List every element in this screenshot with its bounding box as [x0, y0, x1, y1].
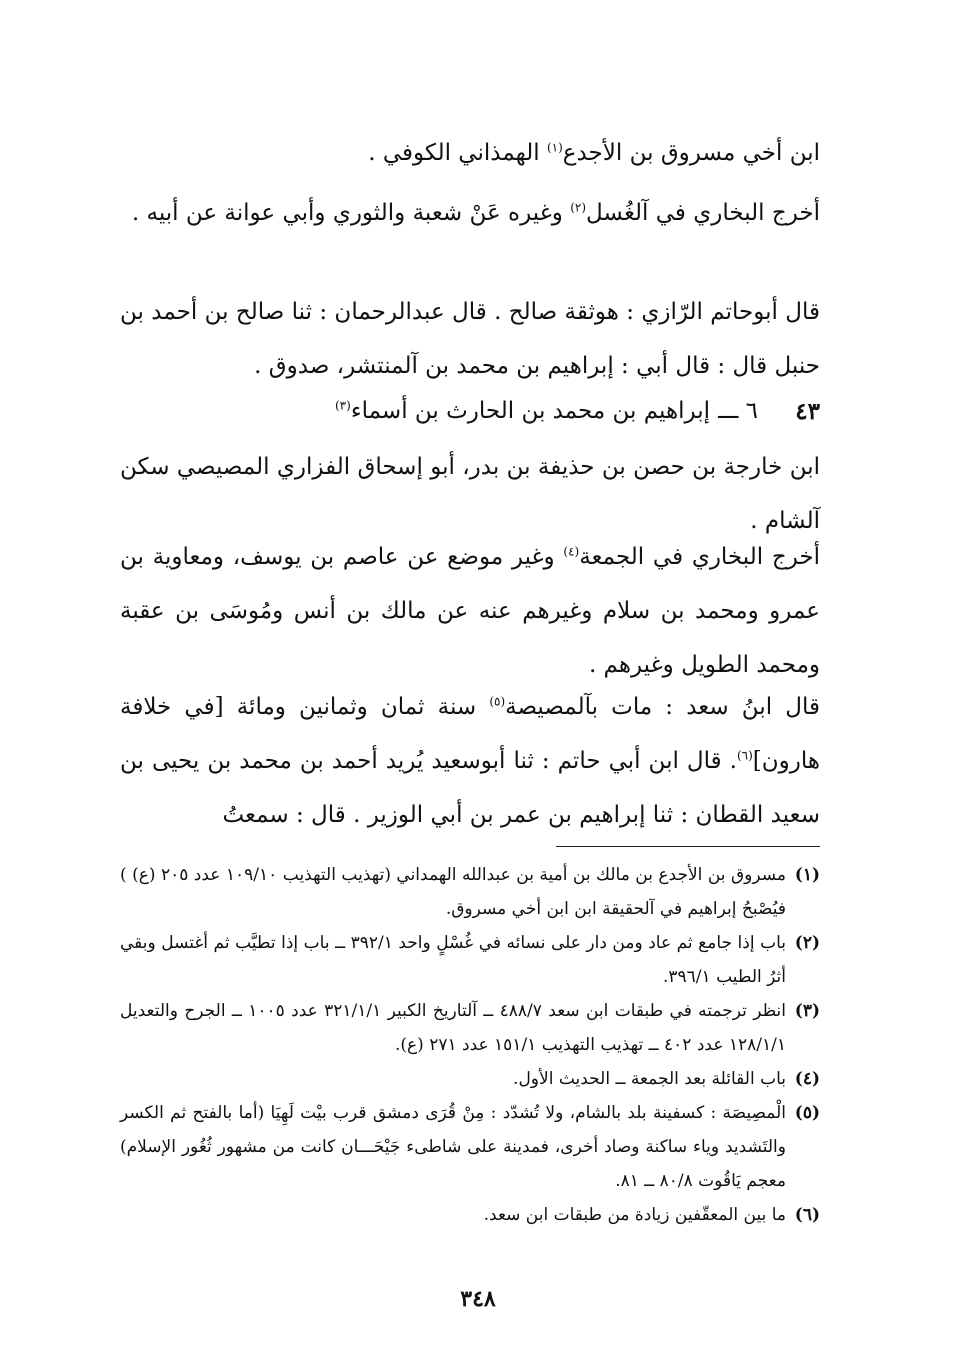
footnote-marker: (٢): [570, 200, 587, 215]
paragraph-text: أخرج البخاري في آلغُسل: [586, 200, 820, 226]
paragraph-nasab: ابن خارجة بن حصن بن حذيفة بن بدر، أبو إسحاق الفزاري المصيصي سكن آلشام .: [120, 454, 820, 534]
footnote-marker: (١): [546, 140, 563, 155]
page-number: ٣٤٨: [460, 1286, 496, 1312]
footnote-number: (٣): [794, 1001, 820, 1021]
footnote-marker: (٤): [563, 544, 580, 559]
footnote-item: [120, 1096, 820, 1198]
footnote-item: [120, 858, 820, 926]
entry-title: [335, 398, 710, 424]
entry-heading: [120, 386, 820, 440]
footnote-item: [120, 926, 820, 994]
footnote-number: (٢): [794, 933, 820, 953]
paragraph-text: وغير موضع عن عاصم بن يوسف، ومعاوية بن عمرو ومحمد بن سلام وغيرهم عنه عن مالك بن أنس ومُوسَى بن عقبة ومحمد الطويل وغيرهم .: [120, 544, 820, 678]
footnote-number: (٦): [794, 1205, 820, 1225]
footnote-text: مسروق بن الأجدع بن مالك بن أمية بن عبدالله الهمداني (تهذيب التهذيب ١٠٩/١٠ عدد ٢٠٥ (ع) ) فيُصْبحُ إبراهيم في آلحقيقة ابن ابن أخي مسروق.: [120, 865, 787, 919]
paragraph-lineage: [120, 126, 820, 180]
footnote-item: [120, 1198, 820, 1232]
footnote-divider: [556, 846, 820, 847]
paragraph-text: سنة ثمان وثمانين ومائة [في خلافة هارون]: [120, 694, 820, 774]
paragraph-text: . قال ابن أبي حاتم : ثنا أبوسعيد يُريد أحمد بن محمد بن يحيى بن سعيد القطان : ثنا إبراهيم بن عمر بن أبي الوزير . قال : سمعتُ: [120, 748, 820, 828]
paragraph-text: الهمذاني الكوفي .: [368, 140, 547, 166]
footnote-number: (١): [794, 865, 820, 885]
paragraph-text: أخرج البخاري في الجمعة: [579, 544, 820, 570]
entry-sub-number: ٦ ـــ: [718, 398, 758, 424]
footnote-item: [120, 994, 820, 1062]
paragraph-ibn-saad: [120, 680, 820, 842]
footnote-marker: (٣): [334, 398, 351, 413]
footnote-text: باب إذا جامع ثم عاد ومن دار على نسائه في غُسْلٍ واحد ٣٩٢/١ ــ باب إذا تطيَّب ثم أغتسل وبقي أثرُ الطيب ٣٩٦/١.: [120, 933, 786, 987]
entry-title-text: إبراهيم بن محمد بن الحارث بن أسماء: [350, 398, 710, 424]
paragraph-bukhari-2: [120, 530, 820, 692]
footnote-number: (٤): [794, 1069, 820, 1089]
footnote-marker: (٦): [736, 748, 753, 763]
paragraph-text: وغيره عَنْ شعبة والثوري وأبي عوانة عن أبيه .: [131, 200, 571, 226]
footnote-text: ما بين المعقّفين زيادة من طبقات ابن سعد.: [483, 1205, 786, 1225]
paragraph-abu-hatim: قال أبوحاتم الرّازي : هوثقة صالح . قال عبدالرحمان : ثنا صالح بن أحمد بن حنبل قال : قال أبي : إبراهيم بن محمد بن آلمنتشر، صدوق .: [120, 299, 820, 379]
footnote-marker: (٥): [489, 694, 506, 709]
footnote-text: باب القائلة بعد الجمعة ــ الحديث الأول.: [513, 1069, 786, 1089]
paragraph-text: قال ابنُ سعد : مات بآلمصيصة: [505, 694, 820, 720]
footnote-number: (٥): [794, 1103, 820, 1123]
entry-number: ٤٣: [795, 398, 820, 425]
footnote-text: انظر ترجمته في طبقات ابن سعد ٤٨٨/٧ ــ آلتاريخ الكبير ٣٢١/١/١ عدد ١٠٠٥ ــ الجرح والتعديل ١٢٨/١/١ عدد ٤٠٢ ــ تهذيب التهذيب ١٥١/١ عدد ٢٧١ (ع).: [120, 1001, 787, 1055]
paragraph-bukhari-1: [120, 186, 820, 240]
footnotes: [120, 858, 820, 1232]
footnote-item: [120, 1062, 820, 1096]
paragraph-text: ابن أخي مسروق بن الأجدع: [562, 140, 820, 166]
footnote-text: الْمصِيصَة : كسفينة بلد بالشام، ولا تُشدّد : مِنْ قُرَى دمشق قرب بيْت لَهِيَا (أما بالفتح ثم الكسر والتَشديد وياء ساكنة وصاد أخرى، فمدينة على شاطىء جَيْحَـــان كانت من مشهور ثُغُور الإسلام) معجم يَاقُوت ٨٠/٨ ــ ٨١.: [120, 1103, 786, 1191]
